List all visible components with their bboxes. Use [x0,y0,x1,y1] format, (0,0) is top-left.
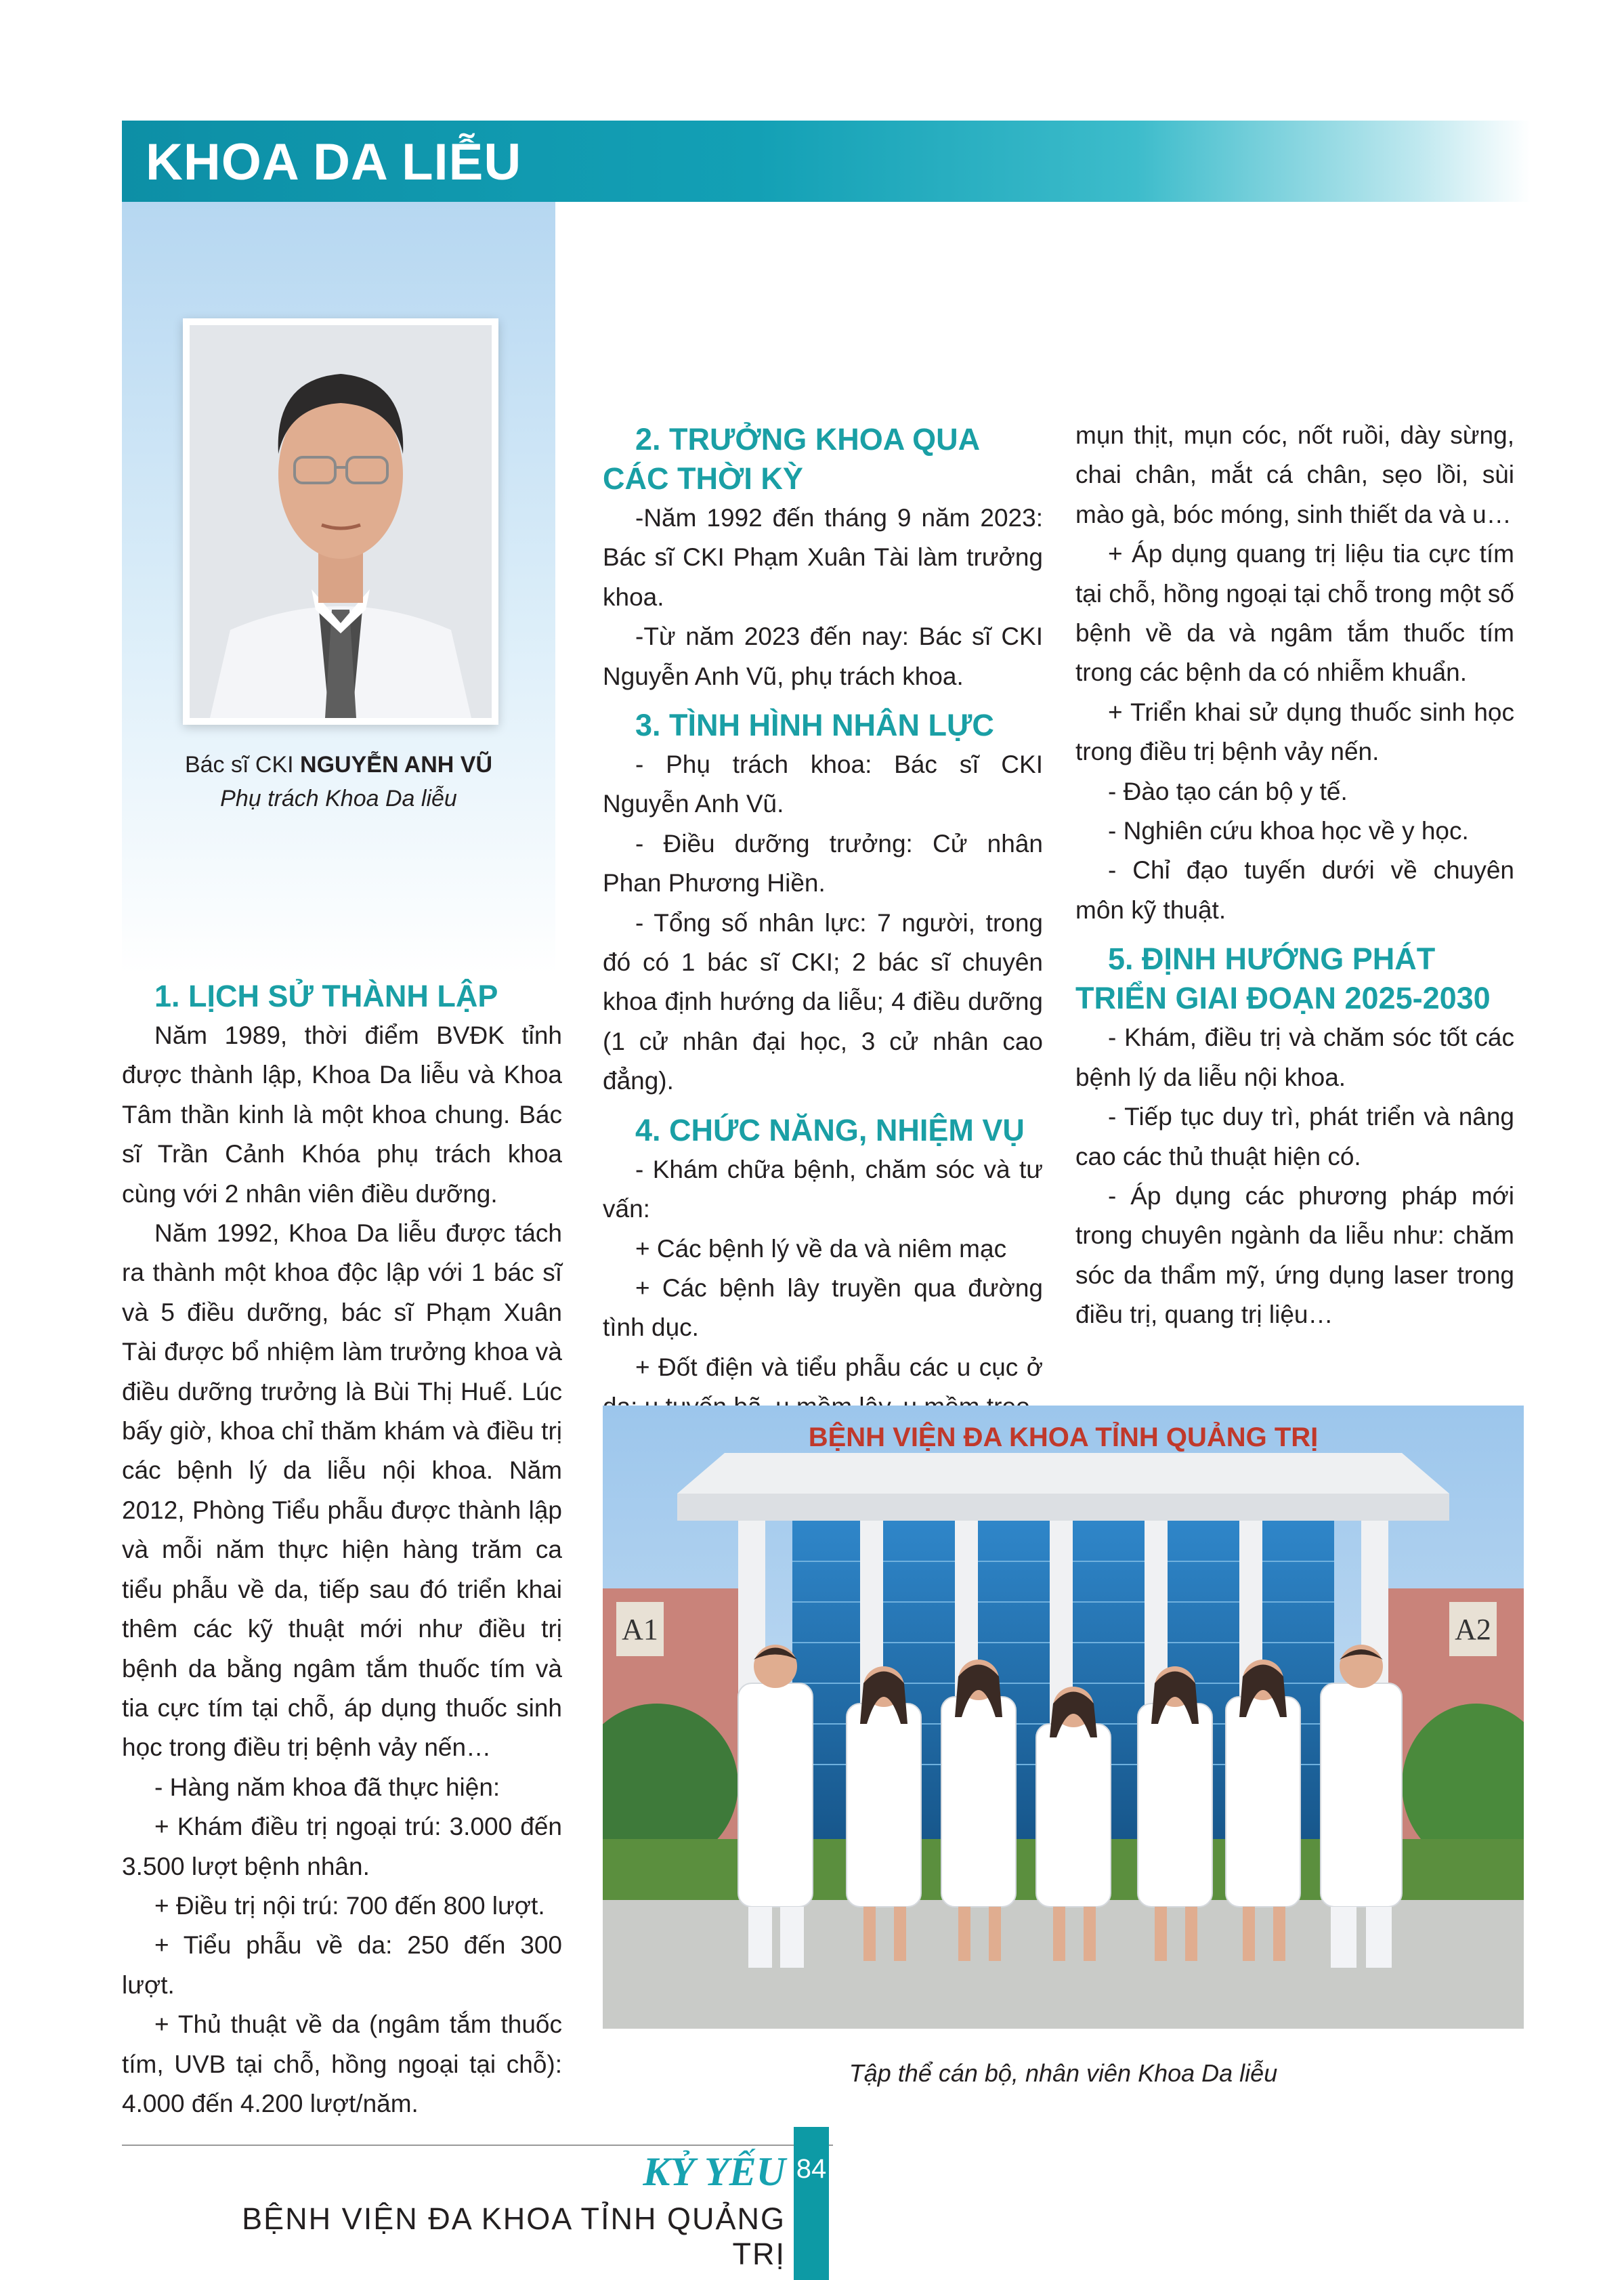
portrait-photo [190,325,492,718]
paragraph: - Khám chữa bệnh, chăm sóc và tư vấn: [603,1155,1043,1223]
paragraph: - Phụ trách khoa: Bác sĩ CKI Nguyễn Anh Vũ. [603,751,1043,818]
portrait-caption-role: Phụ trách Khoa Da liễu [220,786,457,811]
paragraph: - Áp dụng các phương pháp mới trong chuyên ngành da liễu như: chăm sóc da thẩm mỹ, ứng dụng laser trong điều trị, quang trị liệu… [1075,1181,1514,1329]
paragraph: Năm 1992, Khoa Da liễu được tách ra thành một khoa độc lập với 1 bác sĩ và 5 điều dưỡng, bác sĩ Phạm Xuân Tài được bổ nhiệm làm trưởng khoa và điều dưỡng trưởng là Bùi Thị Huế. Lúc bấy giờ, khoa chỉ thăm khám và điều trị các bệnh lý da liễu nội khoa. Năm 2012, Phòng Tiểu phẫu được thành lập và mỗi năm thực hiện hàng trăm ca tiểu phẫu về da, tiếp sau đó triển khai thêm các kỹ thuật mới như điều trị bệnh da bằng ngâm tắm thuốc tím và tia cực tím tại chỗ, áp dụng thuốc sinh học trong điều trị bệnh vảy nến… [122,1219,562,1762]
column-left [122,977,562,2124]
header-banner [122,121,1531,202]
caption-name: NGUYỄN ANH VŨ [300,752,493,778]
section-4-heading: 4. CHỨC NĂNG, NHIỆM VỤ [635,1112,1025,1147]
paragraph: -Năm 1992 đến tháng 9 năm 2023: Bác sĩ CKI Phạm Xuân Tài làm trưởng khoa. [603,504,1043,611]
building-sign: BỆNH VIỆN ĐA KHOA TỈNH QUẢNG TRỊ [808,1422,1319,1452]
section-3-heading: 3. TÌNH HÌNH NHÂN LỰC [635,708,994,743]
paragraph: + Tiểu phẫu về da: 250 đến 300 lượt. [122,1931,562,1999]
page-number-tab [794,2127,829,2280]
paragraph: - Hàng năm khoa đã thực hiện: [154,1773,500,1801]
team-photo-caption: Tập thể cán bộ, nhân viên Khoa Da liễu [849,2059,1278,2087]
paragraph: + Triển khai sử dụng thuốc sinh học trong điều trị bệnh vảy nến. [1075,698,1514,766]
section-1-heading: 1. LỊCH SỬ THÀNH LẬP [154,979,498,1013]
column-right [1075,416,1514,1335]
paragraph: + Khám điều trị ngoại trú: 3.000 đến 3.500 lượt bệnh nhân. [122,1813,562,1880]
paragraph: Năm 1989, thời điểm BVĐK tỉnh được thành lập, Khoa Da liễu và Khoa Tâm thần kinh là một khoa chung. Bác sĩ Trần Cảnh Khóa phụ trách khoa cùng với 2 nhân viên điều dưỡng. [122,1021,562,1208]
footer-brand: KỶ YẾU [643,2149,786,2194]
paragraph: - Đào tạo cán bộ y tế. [1108,777,1348,805]
paragraph: + Áp dụng quang trị liệu tia cực tím tại chỗ, hồng ngoại tại chỗ trong một số bệnh về da và ngâm tắm thuốc tím trong các bệnh da có nhiễm khuẩn. [1075,540,1514,687]
section-5-heading: 5. ĐỊNH HƯỚNG PHÁT TRIỂN GIAI ĐOẠN 2025-2030 [1075,942,1491,1016]
footer-subtitle: BỆNH VIỆN ĐA KHOA TỈNH QUẢNG TRỊ [242,2201,786,2271]
wing-label-right: A2 [1455,1613,1491,1646]
caption-prefix: Bác sĩ CKI [184,752,294,778]
page-number: 84 [796,2154,827,2184]
paragraph: - Chỉ đạo tuyến dưới về chuyên môn kỹ thuật. [1075,856,1514,924]
portrait-image [190,325,492,718]
team-photo-image [603,1406,1524,2029]
paragraph: - Điều dưỡng trưởng: Cử nhân Phan Phương Hiền. [603,829,1043,898]
paragraph: -Từ năm 2023 đến nay: Bác sĩ CKI Nguyễn Anh Vũ, phụ trách khoa. [603,622,1043,690]
paragraph: + Các bệnh lý về da và niêm mạc [635,1234,1007,1263]
paragraph: - Khám, điều trị và chăm sóc tốt các bệnh lý da liễu nội khoa. [1075,1023,1514,1091]
paragraph: + Đốt điện và tiểu phẫu các u cục ở [635,1353,1043,1381]
portrait-caption-name [156,752,521,778]
footer-divider [122,2145,833,2146]
column-middle [603,420,1043,1427]
team-photo [603,1406,1524,2029]
paragraph: mụn thịt, mụn cóc, nốt ruồi, dày sừng, chai chân, mắt cá chân, sẹo lồi, sùi mào gà, bóc móng, sinh thiết da và u… [1075,421,1514,528]
section-2-heading: 2. TRƯỞNG KHOA QUA CÁC THỜI KỲ [603,422,979,496]
paragraph: - Tổng số nhân lực: 7 người, trong đó có 1 bác sĩ CKI; 2 bác sĩ chuyên khoa định hướng da liễu; 4 điều dưỡng (1 cử nhân đại học, 3 cử nhân cao đẳng). [603,908,1043,1095]
portrait-frame [183,318,498,725]
paragraph: - Tiếp tục duy trì, phát triển và nâng cao các thủ thuật hiện có. [1075,1103,1514,1170]
wing-label-left: A1 [622,1613,658,1646]
paragraph: + Các bệnh lây truyền qua đường tình dục. [603,1273,1043,1342]
paragraph: - Nghiên cứu khoa học về y học. [1108,817,1469,845]
page-title: KHOA DA LIỄU [146,133,522,191]
paragraph: + Thủ thuật về da (ngâm tắm thuốc tím, UVB tại chỗ, hồng ngoại tại chỗ): 4.000 đến 4.200 lượt/năm. [122,2010,562,2117]
paragraph: + Điều trị nội trú: 700 đến 800 lượt. [154,1891,545,1920]
